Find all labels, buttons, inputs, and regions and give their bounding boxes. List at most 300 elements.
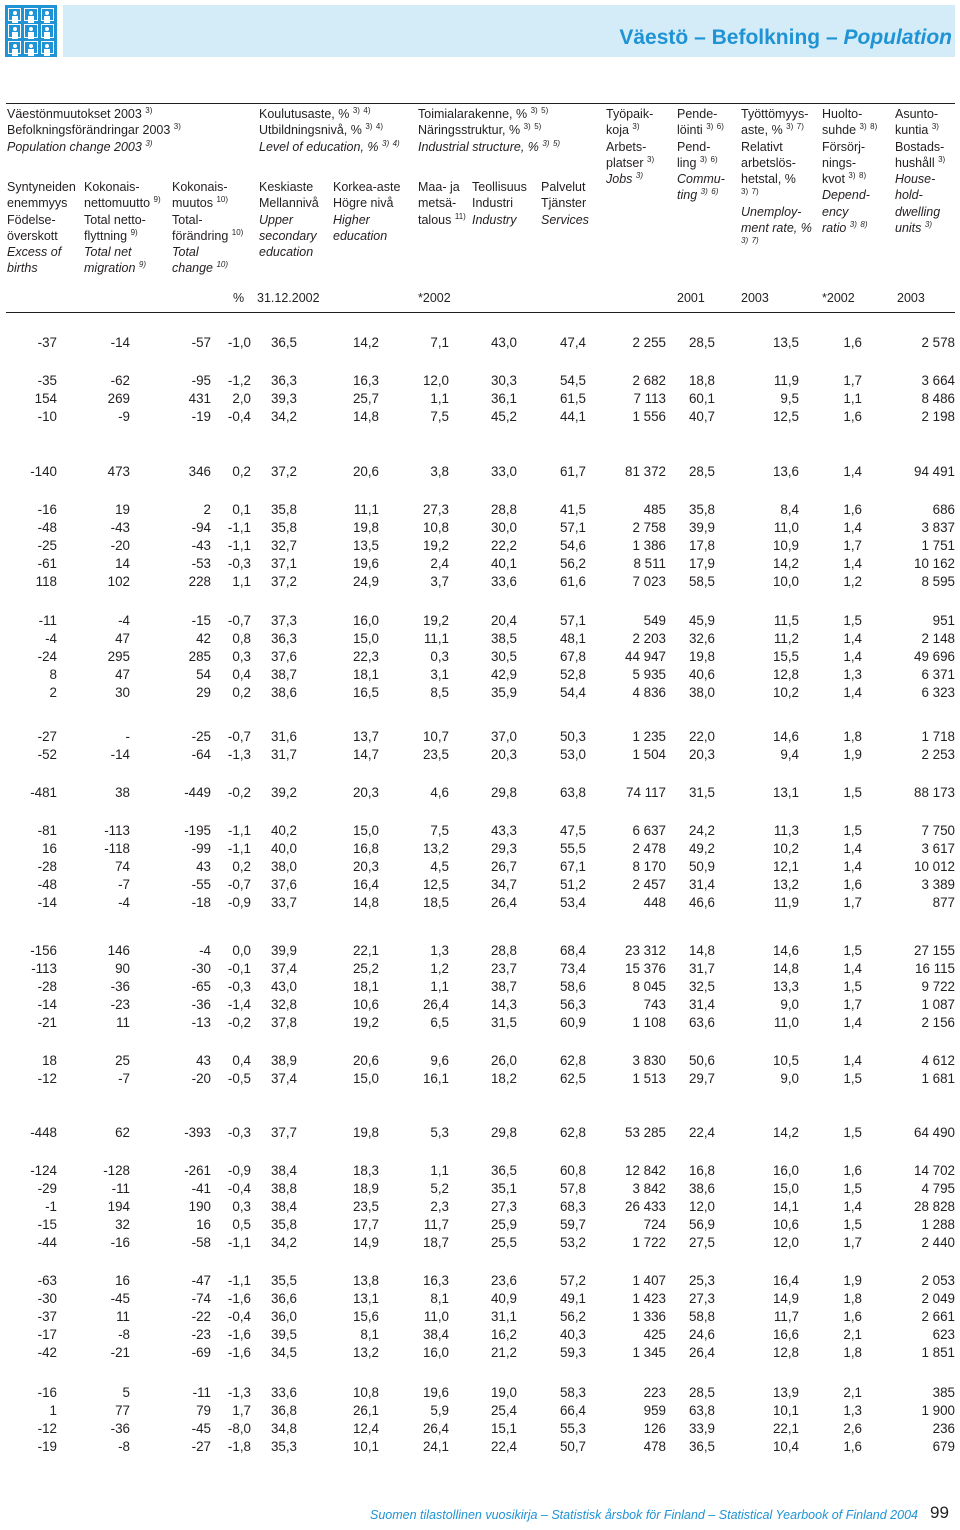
table-cell: 959 bbox=[643, 1403, 666, 1418]
table-cell: 0,4 bbox=[232, 1053, 251, 1068]
table-cell: 194 bbox=[107, 1199, 130, 1214]
services-header-line: Tjänster bbox=[541, 196, 587, 211]
table-cell: 6,5 bbox=[430, 1015, 449, 1030]
table-cell: 1 235 bbox=[632, 729, 666, 744]
table-cell: 7 113 bbox=[633, 391, 666, 406]
table-cell: 37,1 bbox=[270, 556, 297, 571]
table-cell: 36,5 bbox=[270, 335, 297, 350]
table-cell: 38 bbox=[115, 785, 130, 800]
unemployment-header-line: Unemploy- bbox=[741, 204, 802, 219]
table-cell: -12 bbox=[37, 1071, 57, 1086]
table-cell: 39,9 bbox=[688, 520, 715, 535]
unemployment-header-line: arbetslös- bbox=[741, 155, 796, 170]
dwellings-header bbox=[895, 106, 945, 236]
unit-year-jobs: 2001 bbox=[677, 291, 705, 305]
table-cell: 50,6 bbox=[688, 1053, 715, 1068]
table-cell: -62 bbox=[110, 373, 130, 388]
table-cell: -55 bbox=[191, 877, 211, 892]
table-cell: -43 bbox=[191, 538, 211, 553]
table-cell: 44 947 bbox=[625, 649, 666, 664]
commuting-header-line: Commu- bbox=[677, 172, 725, 187]
table-cell: -7 bbox=[118, 877, 130, 892]
table-cell: 15,0 bbox=[772, 1181, 799, 1196]
table-cell: 26,4 bbox=[688, 1345, 715, 1360]
table-cell: 13,7 bbox=[352, 729, 379, 744]
table-cell: 63,8 bbox=[559, 785, 586, 800]
table-cell: 4,5 bbox=[430, 859, 449, 874]
table-cell: 1,4 bbox=[843, 1053, 862, 1068]
table-cell: 7 750 bbox=[921, 823, 955, 838]
table-cell: 47,4 bbox=[559, 335, 586, 350]
table-cell: 4,6 bbox=[430, 785, 449, 800]
table-cell: 3 617 bbox=[921, 841, 955, 856]
table-cell: 39,9 bbox=[270, 943, 297, 958]
table-row bbox=[0, 785, 960, 803]
table-cell: 50,3 bbox=[559, 729, 586, 744]
table-cell: 1 851 bbox=[921, 1345, 955, 1360]
table-cell: 67,8 bbox=[559, 649, 586, 664]
table-cell: -15 bbox=[191, 613, 211, 628]
table-cell: -0,2 bbox=[227, 785, 251, 800]
table-cell: -45 bbox=[191, 1421, 211, 1436]
total-change-header-line: muutos $^{10)}$ bbox=[172, 195, 229, 211]
table-cell: 35,3 bbox=[270, 1439, 297, 1454]
table-cell: -4 bbox=[118, 613, 130, 628]
table-cell: 0,4 bbox=[232, 667, 251, 682]
table-cell: 40,6 bbox=[688, 667, 715, 682]
table-cell: 40,9 bbox=[490, 1291, 517, 1306]
table-cell: -27 bbox=[191, 1439, 211, 1454]
table-cell: -481 bbox=[30, 785, 57, 800]
table-cell: 13,2 bbox=[352, 1345, 379, 1360]
table-cell: -16 bbox=[37, 1385, 57, 1400]
agri-forestry-header-line: talous $^{11)}$ bbox=[418, 211, 466, 227]
table-cell: 20,6 bbox=[352, 1053, 379, 1068]
table-cell: 0,8 bbox=[232, 631, 251, 646]
table-cell: -53 bbox=[191, 556, 211, 571]
table-cell: -0,3 bbox=[227, 556, 251, 571]
table-cell: -0,9 bbox=[227, 1163, 251, 1178]
table-cell: 1,1 bbox=[430, 979, 449, 994]
table-row bbox=[0, 1291, 960, 1309]
higher-education-header-line: education bbox=[333, 228, 388, 243]
table-cell: -29 bbox=[37, 1181, 57, 1196]
table-cell: 1,1 bbox=[232, 574, 251, 589]
pop-change-header-line: Väestönmuutokset 2003 $^{3)}$ bbox=[7, 106, 153, 121]
table-cell: -7 bbox=[118, 1071, 130, 1086]
table-cell: 11,7 bbox=[423, 1217, 449, 1232]
table-cell: 1,1 bbox=[843, 391, 862, 406]
table-cell: 1,5 bbox=[843, 979, 862, 994]
table-cell: -118 bbox=[104, 841, 130, 856]
header-rule-bottom bbox=[6, 312, 955, 313]
table-cell: -1,6 bbox=[227, 1291, 251, 1306]
table-cell: 27,3 bbox=[490, 1199, 517, 1214]
table-cell: 24,2 bbox=[688, 823, 715, 838]
table-cell: 25 bbox=[115, 1053, 130, 1068]
table-cell: 20,3 bbox=[352, 785, 379, 800]
table-cell: 3,7 bbox=[430, 574, 449, 589]
table-cell: -10 bbox=[37, 409, 57, 424]
table-cell: 79 bbox=[196, 1403, 211, 1418]
table-cell: 24,1 bbox=[422, 1439, 449, 1454]
table-cell: 37,4 bbox=[270, 961, 297, 976]
table-cell: 26,4 bbox=[490, 895, 517, 910]
table-cell: 11,1 bbox=[423, 631, 449, 646]
table-cell: 14,8 bbox=[352, 895, 379, 910]
table-cell: 51,2 bbox=[559, 877, 586, 892]
total-change-header-line: Kokonais- bbox=[172, 180, 228, 194]
upper-secondary-header bbox=[259, 179, 319, 260]
table-cell: 12,1 bbox=[772, 859, 799, 874]
footer-text: Suomen tilastollinen vuosikirja – Statistisk årsbok för Finland – Statistical Yearbook of Finland 2004 bbox=[370, 1508, 918, 1522]
table-cell: 30,5 bbox=[490, 649, 517, 664]
table-cell: 62,8 bbox=[559, 1053, 586, 1068]
table-cell: 8 486 bbox=[921, 391, 955, 406]
table-cell: 13,3 bbox=[772, 979, 799, 994]
table-cell: 20,3 bbox=[490, 747, 517, 762]
table-cell: 62,5 bbox=[559, 1071, 586, 1086]
table-row bbox=[0, 997, 960, 1015]
table-cell: 6 637 bbox=[632, 823, 666, 838]
table-cell: 30,0 bbox=[490, 520, 517, 535]
table-cell: -52 bbox=[37, 747, 57, 762]
table-row bbox=[0, 747, 960, 765]
table-cell: 11,0 bbox=[423, 1309, 449, 1324]
table-cell: 43,0 bbox=[490, 335, 517, 350]
table-cell: 16,0 bbox=[772, 1163, 799, 1178]
table-cell: 29,7 bbox=[688, 1071, 715, 1086]
table-cell: 53 285 bbox=[625, 1125, 666, 1140]
table-cell: 19,2 bbox=[422, 613, 449, 628]
table-cell: 5,2 bbox=[430, 1181, 449, 1196]
table-cell: -12 bbox=[37, 1421, 57, 1436]
table-cell: 16,1 bbox=[422, 1071, 449, 1086]
table-row bbox=[0, 520, 960, 538]
table-cell: 38,6 bbox=[688, 1181, 715, 1196]
table-cell: -48 bbox=[37, 877, 57, 892]
table-cell: -0,4 bbox=[227, 1309, 251, 1324]
table-cell: 1 513 bbox=[632, 1071, 666, 1086]
table-cell: -18 bbox=[191, 895, 211, 910]
agri-forestry-header-line: Maa- ja bbox=[418, 180, 460, 194]
table-cell: 58,5 bbox=[688, 574, 715, 589]
table-cell: -1,1 bbox=[227, 1235, 251, 1250]
table-cell: 49,1 bbox=[559, 1291, 586, 1306]
table-cell: 35,5 bbox=[270, 1273, 297, 1288]
table-cell: 38,4 bbox=[270, 1163, 297, 1178]
table-cell: 17,7 bbox=[352, 1217, 379, 1232]
table-cell: -19 bbox=[191, 409, 211, 424]
table-cell: 37,2 bbox=[270, 464, 297, 479]
table-cell: 26,4 bbox=[422, 1421, 449, 1436]
pop-change-header-line: Population change 2003 $^{3)}$ bbox=[7, 138, 153, 154]
table-cell: 15,6 bbox=[352, 1309, 379, 1324]
dependency-header-line: Depend- bbox=[822, 188, 870, 203]
table-cell: -30 bbox=[37, 1291, 57, 1306]
table-cell: 1,7 bbox=[232, 1403, 251, 1418]
table-cell: 1,8 bbox=[843, 1345, 862, 1360]
table-cell: 44,1 bbox=[559, 409, 586, 424]
table-cell: -48 bbox=[37, 520, 57, 535]
table-cell: 19,6 bbox=[422, 1385, 449, 1400]
unit-date-education: 31.12.2002 bbox=[257, 291, 320, 305]
table-cell: 12,0 bbox=[688, 1199, 715, 1214]
table-cell: 20,3 bbox=[352, 859, 379, 874]
table-cell: 1,2 bbox=[843, 574, 862, 589]
table-cell: -0,7 bbox=[227, 877, 251, 892]
table-row bbox=[0, 1181, 960, 1199]
table-cell: 36,3 bbox=[270, 373, 297, 388]
table-cell: 1,3 bbox=[843, 1403, 862, 1418]
table-cell: 43 bbox=[196, 859, 211, 874]
table-cell: -1,3 bbox=[227, 747, 251, 762]
table-cell: 126 bbox=[643, 1421, 666, 1436]
table-cell: 13,8 bbox=[352, 1273, 379, 1288]
table-cell: 1,4 bbox=[843, 685, 862, 700]
table-cell: 7,1 bbox=[430, 335, 449, 350]
page-number: 99 bbox=[930, 1503, 949, 1522]
table-cell: 50,9 bbox=[688, 859, 715, 874]
table-cell: 31,7 bbox=[270, 747, 297, 762]
table-cell: 19 bbox=[115, 502, 130, 517]
table-cell: 29,3 bbox=[490, 841, 517, 856]
table-cell: 102 bbox=[107, 574, 130, 589]
table-cell: -21 bbox=[37, 1015, 57, 1030]
table-cell: 38,4 bbox=[422, 1327, 449, 1342]
table-cell: 2,3 bbox=[430, 1199, 449, 1214]
table-cell: 55,5 bbox=[559, 841, 586, 856]
table-cell: 25,7 bbox=[352, 391, 379, 406]
table-cell: 43,0 bbox=[270, 979, 297, 994]
table-cell: -22 bbox=[191, 1309, 211, 1324]
table-cell: -11 bbox=[38, 613, 57, 628]
table-cell: -14 bbox=[110, 335, 130, 350]
total-change-header-line: change $^{10)}$ bbox=[172, 260, 229, 276]
upper-secondary-header-line: secondary bbox=[259, 228, 317, 243]
table-cell: -0,3 bbox=[227, 1125, 251, 1140]
table-cell: -23 bbox=[191, 1327, 211, 1342]
table-cell: 11,9 bbox=[773, 373, 799, 388]
table-cell: 36,6 bbox=[270, 1291, 297, 1306]
table-cell: -94 bbox=[191, 520, 211, 535]
table-cell: 3 830 bbox=[632, 1053, 666, 1068]
jobs-header-line: Arbets- bbox=[606, 139, 647, 154]
dwellings-header-line: hold- bbox=[895, 188, 923, 203]
table-cell: 14,9 bbox=[772, 1291, 799, 1306]
table-cell: 15,0 bbox=[352, 823, 379, 838]
table-row bbox=[0, 979, 960, 997]
table-cell: 37,7 bbox=[270, 1125, 297, 1140]
table-cell: 12,5 bbox=[772, 409, 799, 424]
table-cell: 27 155 bbox=[914, 943, 955, 958]
table-cell: 18,1 bbox=[352, 979, 379, 994]
table-cell: 63,6 bbox=[688, 1015, 715, 1030]
table-cell: 43 bbox=[196, 1053, 211, 1068]
table-cell: 19,8 bbox=[352, 520, 379, 535]
total-change-header-line: förändring $^{10)}$ bbox=[172, 227, 244, 243]
table-cell: 68,3 bbox=[559, 1199, 586, 1214]
table-cell: 28,8 bbox=[490, 943, 517, 958]
table-cell: 52,8 bbox=[559, 667, 586, 682]
table-cell: 5 bbox=[122, 1385, 130, 1400]
table-cell: 1 bbox=[49, 1403, 57, 1418]
table-cell: 2 156 bbox=[921, 1015, 955, 1030]
table-row bbox=[0, 1199, 960, 1217]
table-cell: 10,4 bbox=[772, 1439, 799, 1454]
table-cell: 1,4 bbox=[843, 1015, 862, 1030]
net-migration-header-line: Kokonais- bbox=[84, 180, 140, 194]
table-cell: -140 bbox=[30, 464, 57, 479]
table-row bbox=[0, 943, 960, 961]
industry-header-line: Näringsstruktur, % $^{3)}$ $^{5)}$ bbox=[418, 122, 542, 138]
table-cell: 724 bbox=[643, 1217, 666, 1232]
table-cell: 12,5 bbox=[422, 877, 449, 892]
table-cell: 1,4 bbox=[843, 649, 862, 664]
table-cell: 18,3 bbox=[352, 1163, 379, 1178]
table-cell: -14 bbox=[37, 895, 57, 910]
agri-forestry-header-line: metsä- bbox=[418, 196, 457, 211]
table-row bbox=[0, 1421, 960, 1439]
table-cell: 42,9 bbox=[490, 667, 517, 682]
table-cell: 9,5 bbox=[780, 391, 799, 406]
table-cell: 26,7 bbox=[490, 859, 517, 874]
table-cell: 38,6 bbox=[270, 685, 297, 700]
table-cell: 36,5 bbox=[688, 1439, 715, 1454]
net-migration-header bbox=[84, 179, 161, 277]
table-cell: - bbox=[125, 729, 130, 744]
table-cell: 4 836 bbox=[632, 685, 666, 700]
table-cell: 25,4 bbox=[490, 1403, 517, 1418]
table-cell: 2 198 bbox=[921, 409, 955, 424]
table-row bbox=[0, 667, 960, 685]
table-cell: 23,5 bbox=[422, 747, 449, 762]
table-cell: 14,8 bbox=[772, 961, 799, 976]
table-cell: 16,3 bbox=[352, 373, 379, 388]
table-cell: 15 376 bbox=[625, 961, 666, 976]
table-cell: 40,2 bbox=[270, 823, 297, 838]
table-cell: 1,6 bbox=[843, 1309, 862, 1324]
table-row bbox=[0, 613, 960, 631]
table-cell: 448 bbox=[643, 895, 666, 910]
table-cell: 478 bbox=[643, 1439, 666, 1454]
table-cell: 10,8 bbox=[422, 520, 449, 535]
commuting-header bbox=[677, 106, 725, 204]
table-cell: 37,6 bbox=[270, 649, 297, 664]
table-cell: 1,4 bbox=[843, 1199, 862, 1214]
table-cell: 16 bbox=[115, 1273, 130, 1288]
table-cell: -113 bbox=[104, 823, 130, 838]
table-cell: 19,0 bbox=[490, 1385, 517, 1400]
table-cell: 39,2 bbox=[270, 785, 297, 800]
table-cell: 1,7 bbox=[843, 1235, 862, 1250]
table-cell: -45 bbox=[110, 1291, 130, 1306]
table-cell: 23,7 bbox=[490, 961, 517, 976]
table-cell: 36,3 bbox=[270, 631, 297, 646]
higher-education-header bbox=[333, 179, 400, 244]
table-cell: 118 bbox=[35, 574, 57, 589]
table-cell: 22,4 bbox=[490, 1439, 517, 1454]
table-cell: 23,5 bbox=[352, 1199, 379, 1214]
pop-change-header-line: Befolkningsförändringar 2003 $^{3)}$ bbox=[7, 122, 181, 138]
dwellings-header-line: Bostads- bbox=[895, 139, 945, 154]
page-title bbox=[619, 26, 952, 50]
table-cell: 8,1 bbox=[360, 1327, 379, 1342]
table-cell: 3 837 bbox=[921, 520, 955, 535]
header-rule-top bbox=[6, 103, 955, 104]
table-cell: 36,0 bbox=[270, 1309, 297, 1324]
table-cell: 13,2 bbox=[422, 841, 449, 856]
table-cell: 4 795 bbox=[921, 1181, 955, 1196]
table-cell: 38,7 bbox=[270, 667, 297, 682]
table-cell: 1,4 bbox=[843, 631, 862, 646]
table-cell: -21 bbox=[110, 1345, 130, 1360]
table-cell: 1,5 bbox=[843, 943, 862, 958]
table-cell: 13,1 bbox=[772, 785, 799, 800]
jobs-header-line: Jobs $^{3)}$ bbox=[606, 171, 644, 187]
table-cell: 20,3 bbox=[688, 747, 715, 762]
table-cell: 38,8 bbox=[270, 1181, 297, 1196]
commuting-header-line: Pende- bbox=[677, 107, 718, 121]
table-cell: -20 bbox=[110, 538, 130, 553]
table-cell: 29,8 bbox=[490, 1125, 517, 1140]
table-cell: 57,1 bbox=[559, 520, 586, 535]
table-cell: 18,9 bbox=[352, 1181, 379, 1196]
table-cell: 2 682 bbox=[632, 373, 666, 388]
table-cell: -16 bbox=[37, 502, 57, 517]
table-cell: -41 bbox=[191, 1181, 211, 1196]
table-cell: 14,2 bbox=[772, 1125, 799, 1140]
total-change-header bbox=[172, 179, 243, 277]
table-cell: 623 bbox=[932, 1327, 955, 1342]
table-cell: 11,1 bbox=[353, 502, 379, 517]
table-cell: 61,7 bbox=[559, 464, 586, 479]
table-cell: -11 bbox=[192, 1385, 211, 1400]
table-cell: 31,6 bbox=[270, 729, 297, 744]
table-cell: 47 bbox=[115, 667, 130, 682]
table-cell: 35,8 bbox=[270, 1217, 297, 1232]
total-change-header-line: Total bbox=[172, 245, 199, 260]
table-cell: 26,0 bbox=[490, 1053, 517, 1068]
table-cell: 61,6 bbox=[559, 574, 586, 589]
table-cell: -0,1 bbox=[227, 961, 251, 976]
total-change-header-line: Total- bbox=[172, 212, 203, 227]
table-cell: 19,8 bbox=[688, 649, 715, 664]
table-cell: 15,0 bbox=[352, 1071, 379, 1086]
table-cell: 57,1 bbox=[559, 613, 586, 628]
table-cell: 63,8 bbox=[688, 1403, 715, 1418]
table-cell: 10 012 bbox=[914, 859, 955, 874]
table-cell: 1,5 bbox=[843, 613, 862, 628]
table-cell: 14,8 bbox=[352, 409, 379, 424]
table-row bbox=[0, 1345, 960, 1363]
table-cell: 14 bbox=[115, 556, 130, 571]
table-cell: 14,3 bbox=[490, 997, 517, 1012]
table-row bbox=[0, 1125, 960, 1143]
table-cell: 34,2 bbox=[270, 1235, 297, 1250]
table-cell: -8 bbox=[118, 1327, 130, 1342]
table-cell: 15,0 bbox=[352, 631, 379, 646]
table-cell: 16,2 bbox=[490, 1327, 517, 1342]
table-cell: 14,1 bbox=[772, 1199, 799, 1214]
table-cell: 12,4 bbox=[352, 1421, 379, 1436]
table-cell: 50,7 bbox=[559, 1439, 586, 1454]
table-cell: 54,5 bbox=[559, 373, 586, 388]
table-row bbox=[0, 1439, 960, 1457]
table-cell: 0,0 bbox=[232, 943, 251, 958]
jobs-header-line: platser $^{3)}$ bbox=[606, 154, 655, 170]
unit-year-unemployment: 2003 bbox=[741, 291, 769, 305]
